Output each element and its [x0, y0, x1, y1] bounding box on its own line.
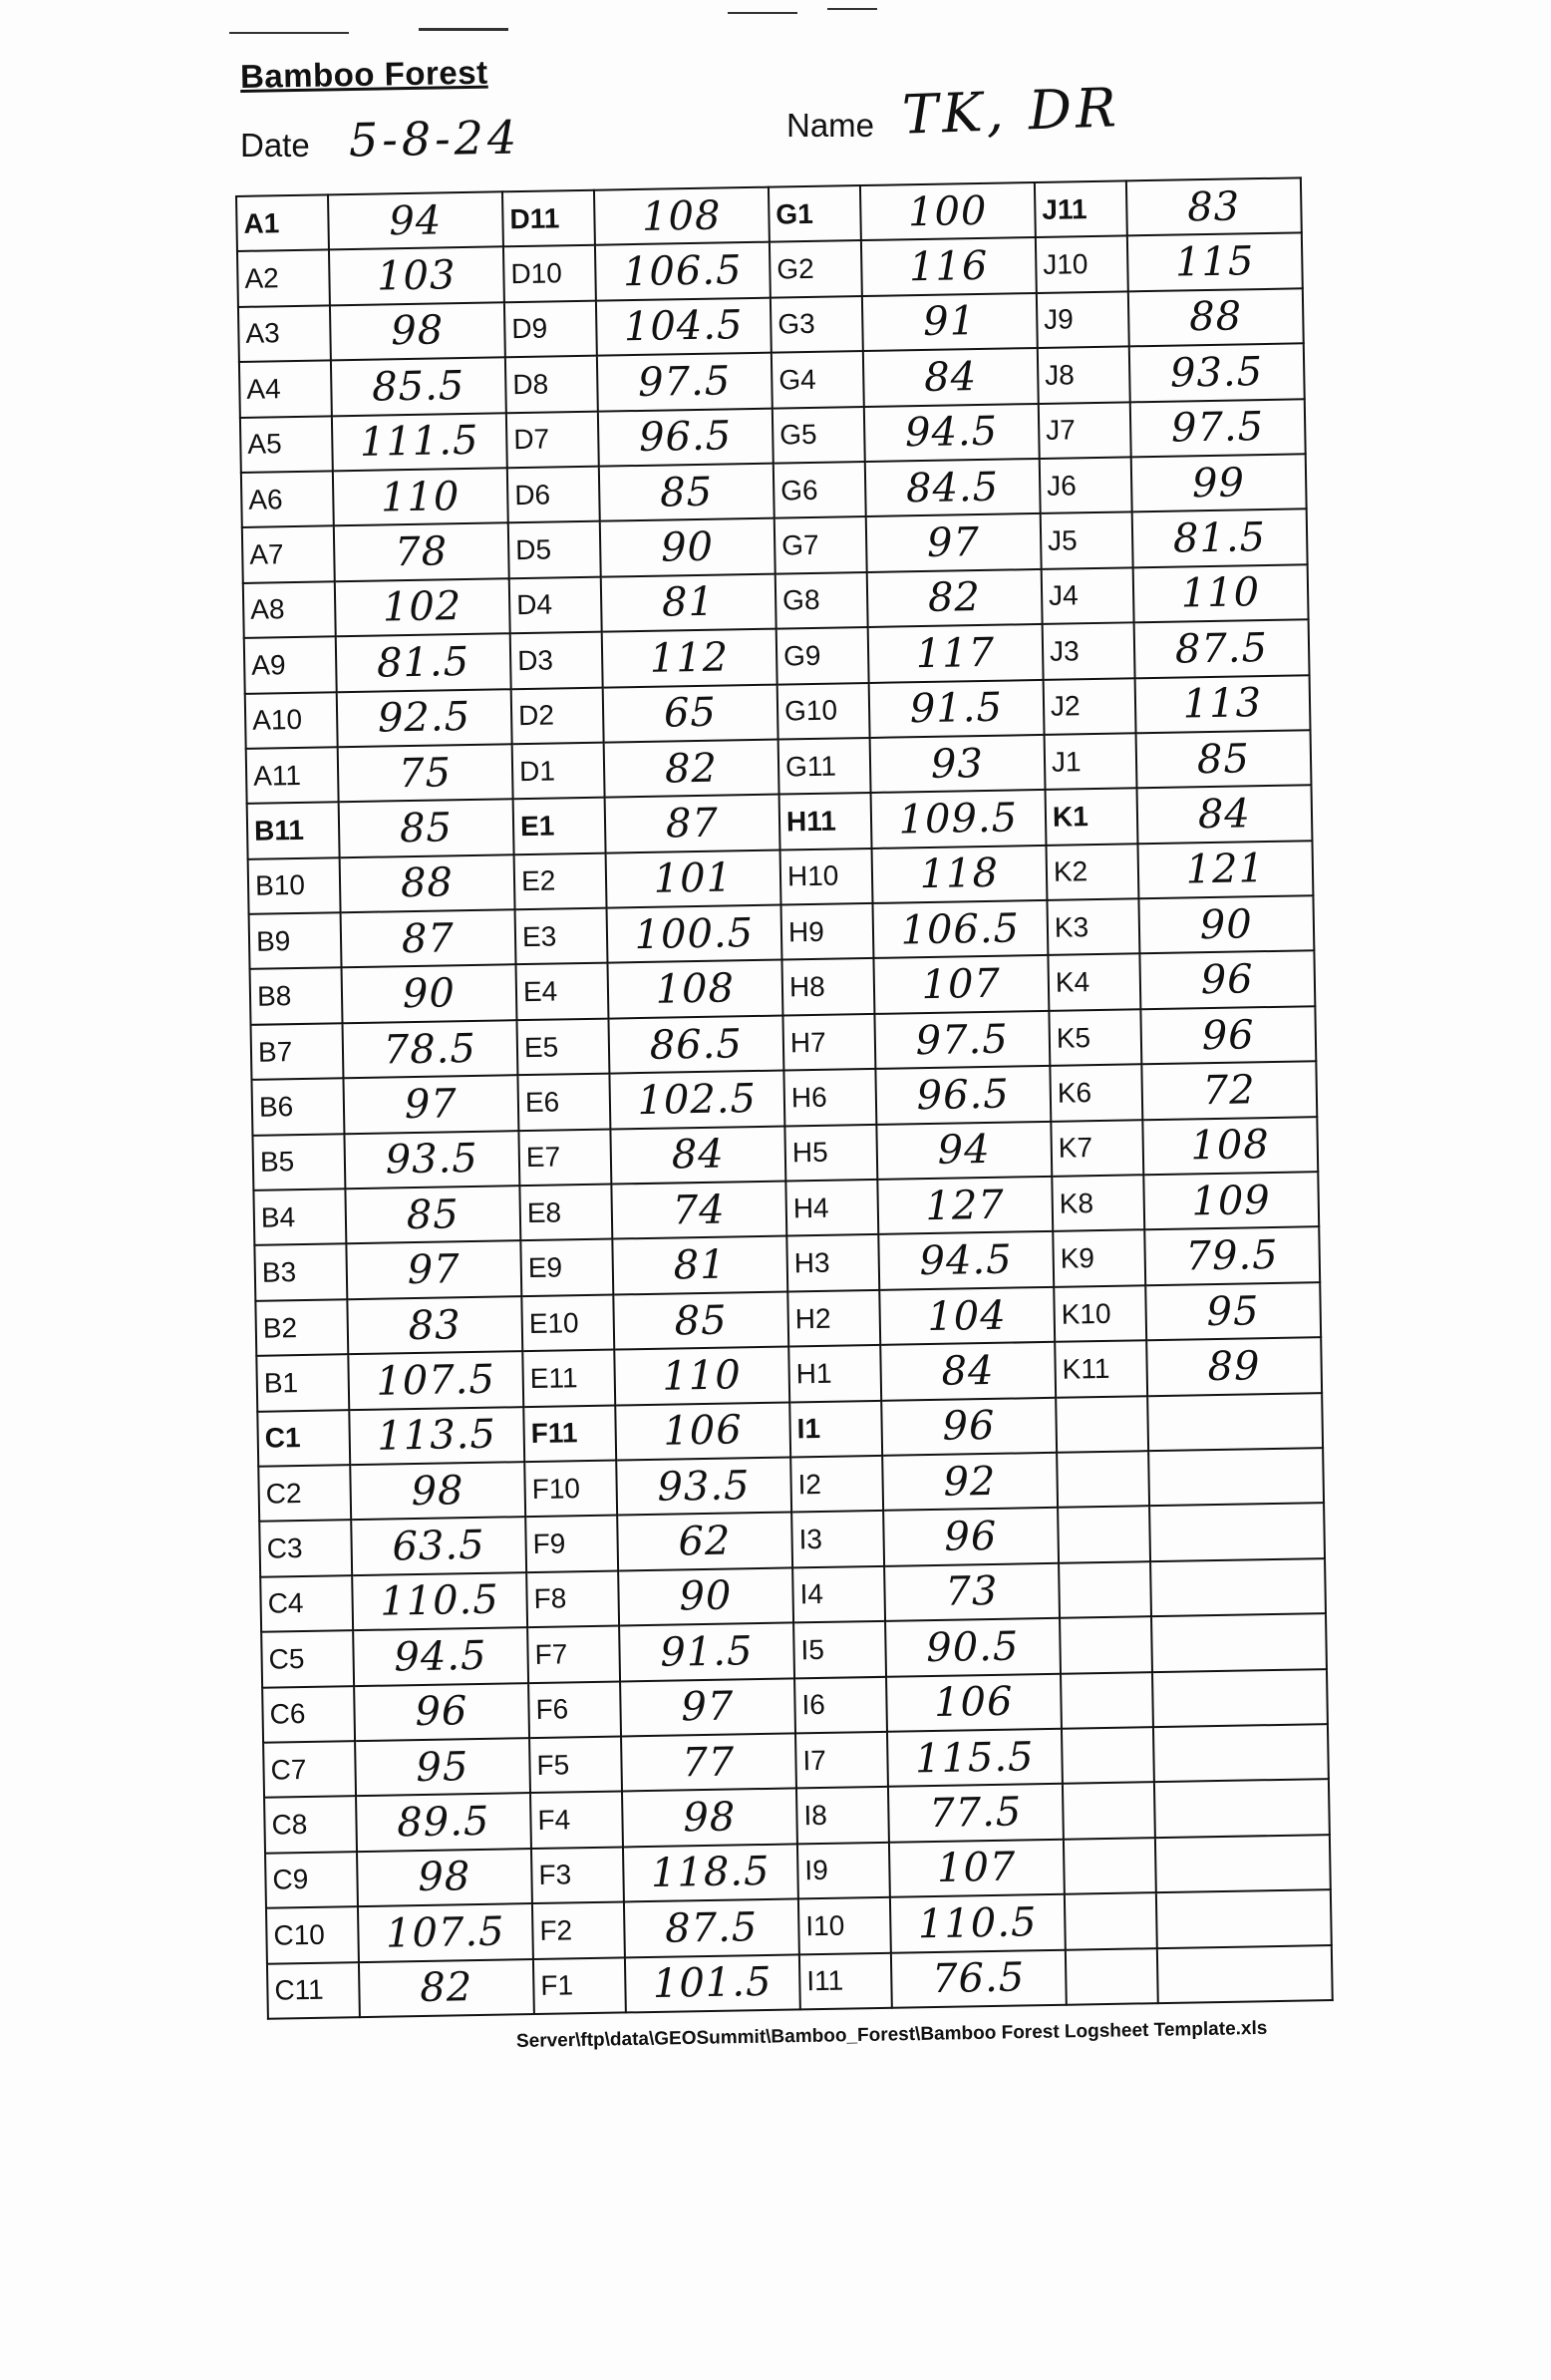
measurement-value: 118: [871, 846, 1047, 903]
measurement-value: 110.5: [352, 1572, 527, 1630]
measurement-value: 78.5: [342, 1020, 517, 1078]
measurement-value: 96: [1140, 1006, 1316, 1064]
measurement-value: 107: [889, 1839, 1065, 1896]
measurement-value: 101: [605, 850, 780, 907]
plot-id: K1: [1045, 789, 1137, 846]
plot-id: C8: [264, 1796, 357, 1853]
measurement-value: 98: [622, 1789, 797, 1847]
plot-id: [1066, 1948, 1158, 2005]
measurement-value: 101.5: [625, 1954, 800, 2012]
measurement-value: 97: [865, 513, 1041, 571]
measurement-value: 99: [1130, 454, 1306, 511]
measurement-value: 81: [612, 1236, 787, 1294]
plot-id: A3: [238, 305, 331, 362]
measurement-value: 73: [884, 1563, 1060, 1621]
plot-id: J1: [1045, 733, 1137, 790]
plot-id: D7: [506, 411, 599, 468]
plot-id: D2: [511, 687, 604, 744]
measurement-value: [1154, 1779, 1330, 1837]
scan-mark: [229, 32, 349, 34]
measurement-value: 112: [601, 629, 776, 687]
plot-id: J10: [1036, 236, 1128, 293]
plot-id: I9: [797, 1843, 890, 1899]
plot-id: F10: [524, 1461, 617, 1518]
measurement-value: 97.5: [1129, 399, 1305, 457]
measurement-value: 117: [867, 624, 1043, 682]
measurement-value: 82: [603, 739, 778, 797]
plot-id: E11: [522, 1350, 615, 1407]
plot-id: J4: [1042, 567, 1134, 624]
plot-id: G11: [778, 738, 871, 795]
plot-id: D4: [509, 576, 602, 633]
plot-id: [1058, 1507, 1150, 1563]
measurement-value: 87: [604, 795, 779, 852]
measurement-grid: [235, 176, 1334, 2024]
measurement-value: 104.5: [596, 297, 772, 355]
plot-id: H9: [780, 903, 873, 960]
plot-id: K3: [1047, 898, 1139, 955]
plot-id: I2: [790, 1456, 883, 1513]
measurement-value: 93.5: [616, 1457, 791, 1515]
plot-id: A9: [244, 636, 337, 693]
measurement-value: 96.5: [875, 1066, 1051, 1124]
plot-id: F5: [529, 1736, 622, 1793]
measurement-value: 94.5: [863, 404, 1039, 462]
measurement-value: 85: [338, 800, 513, 857]
plot-id: A5: [240, 416, 333, 473]
plot-id: I7: [795, 1732, 888, 1789]
plot-id: A2: [237, 250, 330, 307]
measurement-value: 90.5: [885, 1618, 1061, 1676]
plot-id: F4: [530, 1792, 623, 1849]
plot-id: B2: [255, 1299, 348, 1356]
plot-id: F3: [531, 1847, 624, 1903]
measurement-value: 97: [343, 1075, 518, 1133]
plot-id: K2: [1046, 844, 1138, 900]
measurement-value: 72: [1141, 1061, 1317, 1119]
plot-id: [1062, 1727, 1154, 1784]
measurement-value: 79.5: [1144, 1227, 1320, 1285]
plot-id: I1: [789, 1400, 882, 1457]
plot-id: E6: [517, 1074, 610, 1131]
plot-id: A1: [236, 194, 329, 251]
scan-mark: [728, 12, 797, 14]
plot-id: C5: [261, 1630, 354, 1687]
measurement-value: 110: [333, 468, 508, 525]
measurement-value: 85: [1135, 730, 1311, 788]
measurement-value: 84: [880, 1342, 1056, 1400]
measurement-value: 98: [330, 302, 505, 360]
measurement-value: 76.5: [891, 1949, 1067, 2007]
measurement-value: 127: [877, 1177, 1053, 1234]
plot-id: E1: [513, 798, 606, 854]
plot-id: K11: [1055, 1340, 1147, 1397]
plot-id: E9: [520, 1239, 613, 1296]
plot-id: H4: [785, 1180, 878, 1236]
measurement-value: 113.5: [349, 1407, 524, 1465]
measurement-value: [1156, 1889, 1332, 1947]
plot-id: C10: [266, 1906, 359, 1963]
name-value: TK, DR: [900, 76, 1121, 147]
measurement-value: 93.5: [1128, 343, 1304, 401]
scan-mark: [827, 8, 877, 10]
plot-id: C11: [267, 1962, 360, 2019]
measurement-value: 82: [866, 569, 1042, 627]
plot-id: H3: [786, 1234, 879, 1291]
plot-id: I4: [792, 1566, 885, 1623]
measurement-value: [1148, 1448, 1324, 1506]
plot-id: C1: [257, 1410, 350, 1467]
measurement-value: 87: [340, 909, 515, 967]
measurement-value: 106: [886, 1673, 1062, 1731]
plot-id: G8: [776, 572, 868, 629]
measurement-value: 93.5: [344, 1131, 519, 1189]
measurement-value: 104: [879, 1287, 1055, 1345]
measurement-value: 108: [594, 187, 770, 245]
plot-id: H7: [782, 1014, 875, 1071]
measurement-value: 94: [328, 191, 503, 249]
plot-id: J2: [1044, 678, 1136, 735]
plot-id: F2: [532, 1902, 625, 1959]
measurement-value: 102: [334, 578, 509, 636]
plot-id: G5: [773, 407, 865, 464]
measurement-value: 109.5: [870, 790, 1046, 848]
measurement-value: 113: [1134, 675, 1310, 733]
measurement-value: 107.5: [358, 1903, 533, 1961]
measurement-value: 86.5: [608, 1015, 783, 1073]
plot-id: [1059, 1561, 1151, 1618]
measurement-value: 110: [614, 1347, 789, 1405]
plot-id: H11: [779, 793, 872, 850]
measurement-value: [1151, 1613, 1327, 1671]
measurement-value: 109: [1143, 1172, 1319, 1229]
plot-id: J3: [1043, 622, 1135, 679]
plot-id: K9: [1053, 1230, 1145, 1287]
measurement-value: 88: [1127, 288, 1303, 346]
sheet-title: Bamboo Forest: [239, 53, 488, 95]
measurement-value: [1147, 1393, 1323, 1451]
plot-id: B1: [256, 1354, 349, 1411]
measurement-value: 102.5: [609, 1071, 784, 1129]
measurement-value: 94.5: [353, 1627, 528, 1685]
measurement-value: 63.5: [351, 1517, 526, 1574]
plot-id: F8: [526, 1570, 619, 1627]
plot-id: C6: [262, 1686, 355, 1743]
plot-id: D8: [505, 356, 598, 413]
plot-id: C4: [260, 1575, 353, 1632]
plot-id: A11: [246, 747, 339, 804]
plot-id: C7: [263, 1741, 356, 1798]
measurement-value: 97.5: [874, 1011, 1050, 1069]
measurement-value: 96: [883, 1508, 1059, 1565]
plot-id: H8: [781, 958, 874, 1015]
measurement-value: 107: [873, 955, 1049, 1013]
measurement-value: 100.5: [606, 905, 781, 963]
measurement-value: 100: [860, 182, 1036, 240]
measurement-value: 74: [611, 1182, 786, 1239]
plot-id: K10: [1054, 1285, 1146, 1342]
plot-id: E5: [516, 1018, 609, 1075]
measurement-value: [1155, 1835, 1331, 1892]
plot-id: K6: [1050, 1065, 1142, 1122]
plot-id: C9: [265, 1852, 358, 1908]
plot-id: F1: [533, 1957, 626, 2014]
measurement-value: [1156, 1945, 1332, 2003]
plot-id: F9: [525, 1516, 618, 1572]
plot-id: B8: [250, 968, 343, 1025]
measurement-value: 75: [337, 744, 512, 802]
measurement-value: 93: [869, 735, 1045, 793]
plot-id: E3: [515, 908, 608, 965]
plot-id: G2: [770, 240, 862, 297]
plot-id: [1064, 1838, 1156, 1894]
measurement-value: 85: [345, 1186, 520, 1243]
plot-id: J8: [1038, 347, 1130, 404]
plot-id: F7: [527, 1626, 620, 1683]
plot-id: H6: [783, 1069, 876, 1126]
measurement-value: 84.5: [864, 459, 1040, 516]
plot-id: B9: [249, 912, 342, 969]
measurement-value: 115.5: [887, 1729, 1063, 1787]
measurement-value: 90: [341, 965, 516, 1023]
measurement-value: 85: [613, 1291, 788, 1349]
measurement-value: 87.5: [1133, 619, 1309, 677]
plot-id: G7: [775, 516, 867, 573]
plot-id: A6: [241, 471, 334, 527]
measurement-value: 89: [1146, 1337, 1322, 1395]
measurement-value: 110.5: [890, 1894, 1066, 1952]
plot-id: I6: [794, 1676, 887, 1733]
plot-id: D9: [504, 300, 597, 357]
measurement-value: 92: [882, 1453, 1058, 1511]
measurement-value: 98: [350, 1462, 525, 1520]
plot-id: B7: [251, 1023, 344, 1080]
plot-id: K7: [1051, 1120, 1143, 1177]
plot-id: G3: [771, 296, 863, 353]
measurement-value: 84: [610, 1126, 785, 1184]
plot-id: E7: [518, 1129, 611, 1186]
plot-id: G1: [769, 185, 861, 242]
plot-id: D6: [507, 467, 600, 523]
plot-id: I10: [798, 1897, 891, 1954]
plot-id: I8: [796, 1787, 889, 1844]
plot-id: H1: [788, 1345, 881, 1402]
measurement-value: 83: [347, 1296, 522, 1354]
plot-id: [1060, 1616, 1152, 1673]
measurement-value: 89.5: [356, 1793, 531, 1851]
plot-id: [1057, 1451, 1149, 1508]
measurement-value: 95: [355, 1738, 530, 1796]
measurement-value: 82: [359, 1959, 534, 2017]
measurement-value: 92.5: [336, 689, 511, 747]
measurement-value: 81: [600, 573, 776, 631]
measurement-value: 91.5: [619, 1623, 794, 1681]
measurement-value: 85: [598, 464, 774, 521]
plot-id: [1063, 1782, 1155, 1839]
measurement-value: 96: [354, 1683, 529, 1741]
plot-id: J7: [1039, 402, 1131, 459]
measurement-value: [1149, 1504, 1325, 1561]
measurement-value: 90: [618, 1567, 793, 1625]
plot-id: K5: [1049, 1009, 1141, 1066]
plot-id: F6: [528, 1681, 621, 1738]
measurement-value: 77.5: [888, 1784, 1064, 1842]
plot-id: I5: [793, 1621, 886, 1678]
plot-id: J6: [1040, 457, 1132, 513]
measurement-value: 78: [334, 523, 509, 581]
plot-id: [1056, 1396, 1148, 1453]
plot-id: H5: [784, 1125, 877, 1182]
plot-id: E2: [514, 852, 607, 909]
plot-id: G4: [772, 351, 864, 408]
plot-id: J9: [1037, 291, 1129, 348]
plot-id: K8: [1052, 1175, 1144, 1231]
measurement-value: 96.5: [598, 408, 774, 466]
date-label: Date: [240, 127, 310, 164]
measurement-value: 94: [876, 1122, 1052, 1180]
measurement-value: 110: [1132, 564, 1308, 622]
plot-id: I3: [791, 1511, 884, 1567]
measurement-value: 106: [615, 1402, 790, 1460]
plot-id: B3: [254, 1244, 347, 1301]
measurement-value: 108: [607, 960, 782, 1018]
measurement-value: 115: [1127, 233, 1303, 291]
plot-id: G10: [777, 683, 870, 740]
plot-id: E4: [515, 963, 608, 1020]
plot-id: J5: [1041, 512, 1133, 569]
measurement-value: 81.5: [1131, 510, 1307, 567]
measurement-value: 90: [1138, 895, 1314, 953]
measurement-value: 83: [1126, 177, 1302, 235]
plot-id: [1065, 1892, 1157, 1949]
plot-id: A10: [245, 692, 338, 749]
plot-id: F11: [523, 1405, 616, 1462]
date-value: 5-8-24: [348, 110, 521, 168]
measurement-value: 97.5: [597, 353, 773, 411]
measurement-value: 90: [599, 518, 775, 576]
measurement-value: 121: [1137, 841, 1313, 898]
plot-id: D11: [502, 190, 595, 247]
measurement-value: [1153, 1724, 1329, 1782]
measurement-value: 98: [357, 1849, 532, 1906]
plot-id: E8: [519, 1185, 612, 1241]
scan-mark: [419, 28, 508, 31]
measurement-value: 91: [862, 293, 1038, 351]
measurement-value: 108: [1142, 1117, 1318, 1175]
measurement-table: [235, 176, 1334, 2019]
plot-id: [1061, 1672, 1153, 1729]
plot-id: G6: [774, 462, 866, 518]
plot-id: B5: [252, 1134, 345, 1190]
measurement-value: 88: [339, 854, 514, 912]
measurement-value: [1150, 1558, 1326, 1616]
measurement-value: 96: [881, 1397, 1057, 1455]
measurement-value: 81.5: [335, 633, 510, 691]
measurement-value: 84: [1136, 786, 1312, 844]
plot-id: H10: [780, 849, 873, 905]
measurement-value: 116: [861, 237, 1037, 295]
measurement-value: 106.5: [595, 242, 771, 300]
measurement-value: 107.5: [348, 1351, 523, 1409]
plot-id: B10: [248, 857, 341, 914]
plot-id: G9: [776, 627, 869, 684]
plot-id: D1: [512, 743, 605, 800]
measurement-value: 97: [346, 1241, 521, 1299]
measurement-value: 85.5: [331, 357, 506, 415]
measurement-value: 95: [1145, 1282, 1321, 1340]
measurement-value: 91.5: [868, 679, 1044, 737]
plot-id: A4: [239, 361, 332, 418]
plot-id: K4: [1048, 954, 1140, 1011]
measurement-value: [1152, 1669, 1328, 1727]
measurement-value: 103: [329, 247, 504, 305]
file-path-footer: Server\ftp\data\GEOSummit\Bamboo_Forest\Bamboo Forest Logsheet Template.xls: [515, 2017, 1268, 2052]
measurement-value: 77: [621, 1733, 796, 1791]
plot-id: C3: [259, 1521, 352, 1577]
plot-id: A8: [243, 581, 336, 638]
measurement-value: 87.5: [624, 1899, 799, 1957]
measurement-value: 94.5: [878, 1231, 1054, 1289]
plot-id: D3: [510, 632, 603, 689]
plot-id: H2: [787, 1290, 880, 1347]
measurement-value: 65: [602, 684, 777, 742]
plot-id: J11: [1035, 180, 1127, 237]
plot-id: E10: [521, 1294, 614, 1351]
plot-id: C2: [258, 1465, 351, 1522]
plot-id: D5: [508, 521, 601, 578]
plot-id: B4: [253, 1189, 346, 1245]
plot-id: A7: [242, 526, 335, 583]
name-label: Name: [786, 107, 875, 144]
measurement-value: 118.5: [623, 1844, 798, 1901]
plot-id: D10: [503, 245, 596, 302]
measurement-value: 84: [862, 348, 1038, 406]
measurement-value: 111.5: [332, 413, 507, 471]
plot-id: B11: [247, 803, 340, 859]
plot-id: I11: [799, 1952, 892, 2009]
measurement-value: 106.5: [872, 900, 1048, 958]
measurement-value: 62: [617, 1513, 792, 1570]
measurement-value: 97: [620, 1678, 795, 1736]
plot-id: B6: [251, 1078, 344, 1135]
measurement-value: 96: [1139, 951, 1315, 1009]
